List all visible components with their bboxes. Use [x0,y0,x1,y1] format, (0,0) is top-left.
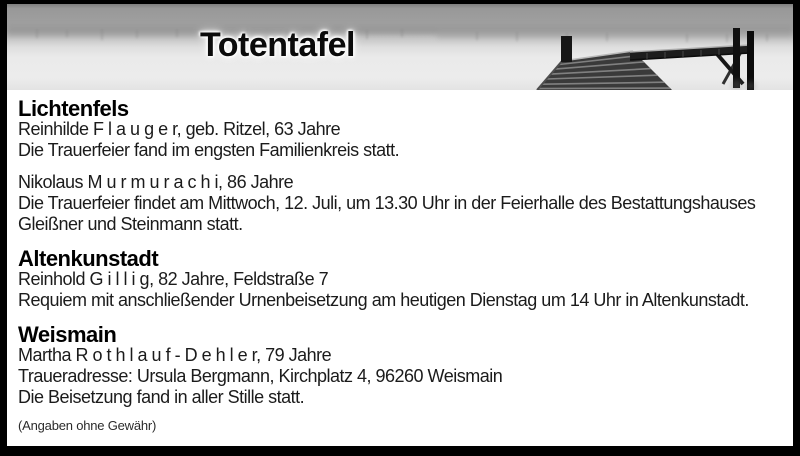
city-heading: Lichtenfels [18,96,129,121]
header-photo [7,4,793,90]
obituary-entry [18,345,782,408]
entry-line: Die Trauerfeier fand im engsten Familienkreis statt. [18,140,400,160]
entry-line: Traueradresse: Ursula Bergmann, Kirchplatz 4, 96260 Weismain [18,366,503,386]
entry-line: Gleißner und Steinmann statt. [18,214,243,234]
city-heading: Weismain [18,322,117,347]
obituary-section [18,324,782,408]
obituary-entry [18,119,782,161]
entry-line: Die Beisetzung fand in aller Stille statt. [18,387,305,407]
entry-line: Reinhilde F l a u g e r, geb. Ritzel, 63 Jahre [18,119,341,139]
entry-line: Requiem mit anschließender Urnenbeisetzung am heutigen Dienstag um 14 Uhr in Altenkunstadt. [18,290,749,310]
entry-line: Martha R o t h l a u f - D e h l e r, 79 Jahre [18,345,332,365]
disclaimer-text: (Angaben ohne Gewähr) [18,418,157,433]
entry-line: Reinhold G i l l i g, 82 Jahre, Feldstraße 7 [18,269,329,289]
obituary-entry [18,269,782,311]
obituary-section [18,248,782,311]
lake-jetty-photo [7,4,793,90]
obituary-entry [18,172,782,235]
obituary-sections [18,98,782,408]
obituary-section [18,98,782,235]
city-heading: Altenkunstadt [18,246,159,271]
notice-body [7,90,793,433]
entry-line: Nikolaus M u r m u r a c h i, 86 Jahre [18,172,294,192]
page-title: Totentafel [200,26,355,64]
entry-line: Die Trauerfeier findet am Mittwoch, 12. Juli, um 13.30 Uhr in der Feierhalle des Bestattungshauses [18,193,756,213]
